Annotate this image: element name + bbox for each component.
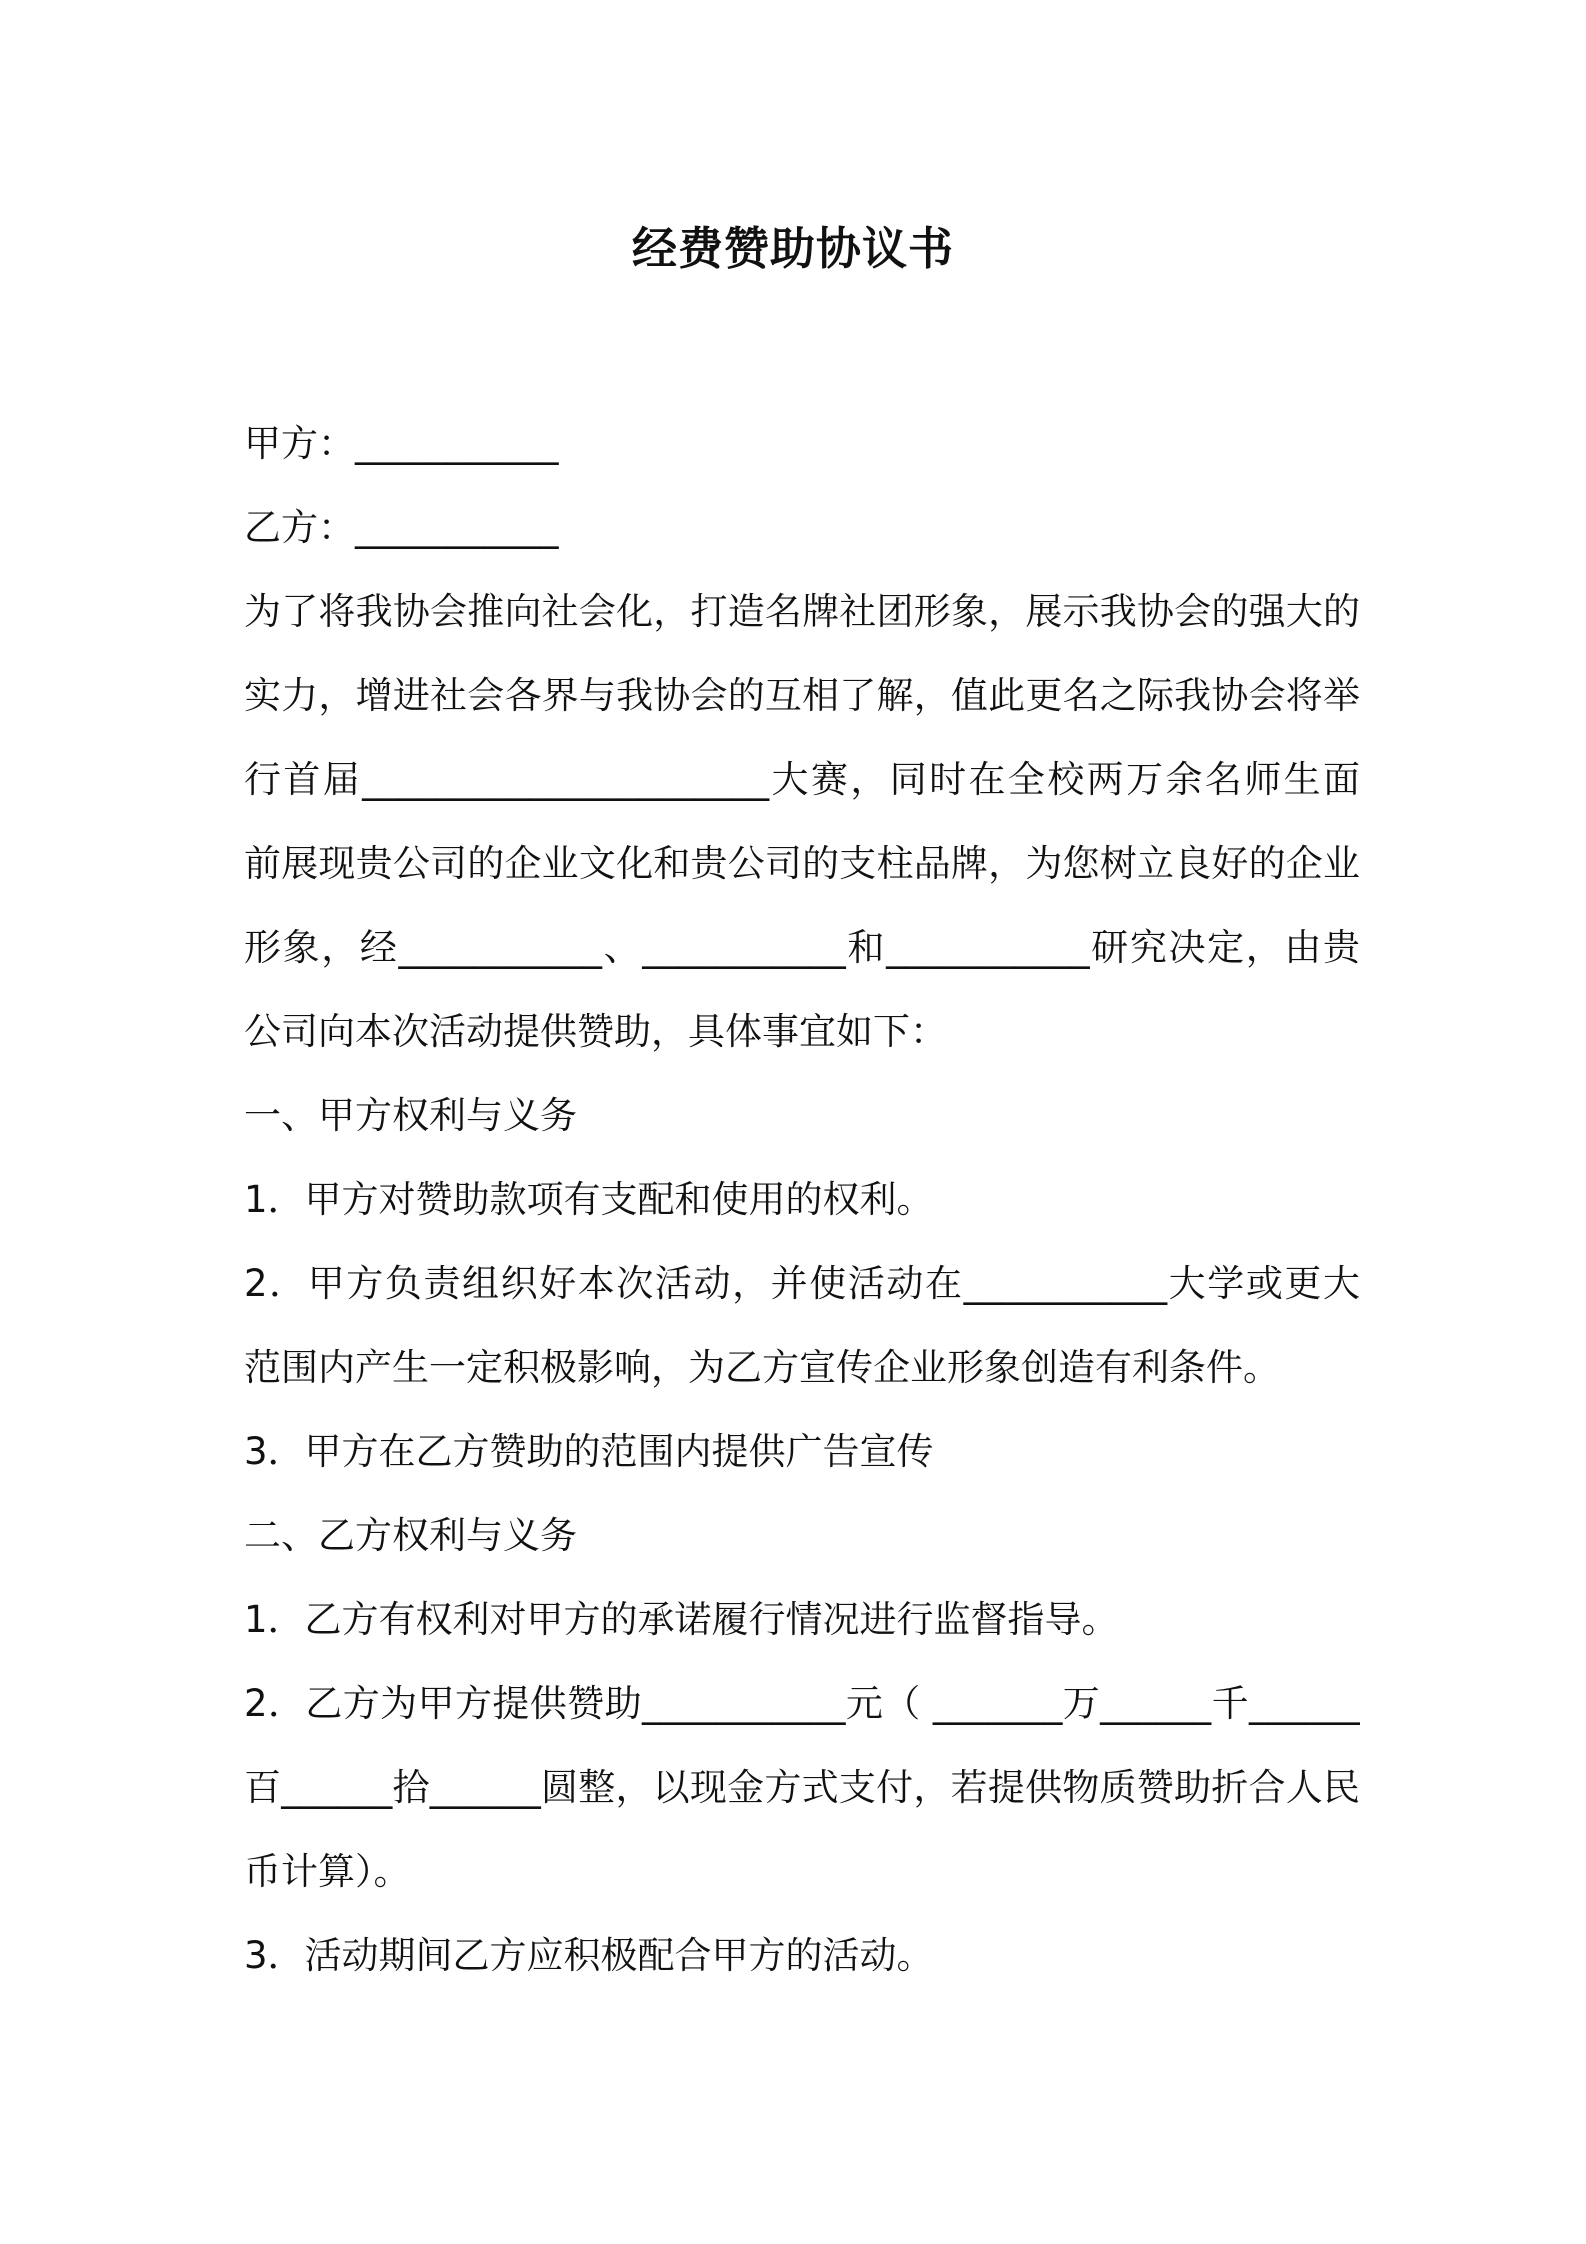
party-b-clause-1: 1．乙方有权利对甲方的承诺履行情况进行监督指导。 (244, 1598, 1119, 1641)
intro-line-3: 行首届______________________大赛，同时在全校两万余名师生面 (244, 758, 1360, 801)
party-b-clause-2-line-1: 2．乙方为甲方提供赞助___________元（ _______万______千______ (244, 1682, 1360, 1725)
intro-line-1: 为了将我协会推向社会化，打造名牌社团形象，展示我协会的强大的 (244, 590, 1360, 633)
section-heading-party-a: 一、甲方权利与义务 (244, 1094, 577, 1137)
intro-line-2: 实力，增进社会各界与我协会的互相了解，值此更名之际我协会将举 (244, 674, 1360, 717)
intro-line-6: 公司向本次活动提供赞助，具体事宜如下： (244, 1010, 947, 1053)
section-heading-party-b: 二、乙方权利与义务 (244, 1514, 577, 1557)
party-b-clause-2-line-2: 百______拾______圆整，以现金方式支付，若提供物质赞助折合人民 (244, 1766, 1360, 1809)
intro-line-5: 形象，经___________、___________和___________研究决定，由贵 (244, 926, 1360, 969)
party-b-line: 乙方：___________ (244, 506, 559, 549)
party-a-clause-2-line-2: 范围内产生一定积极影响，为乙方宣传企业形象创造有利条件。 (244, 1346, 1280, 1389)
party-a-clause-1: 1．甲方对赞助款项有支配和使用的权利。 (244, 1178, 934, 1221)
party-a-clause-3: 3．甲方在乙方赞助的范围内提供广告宣传 (244, 1430, 934, 1473)
party-a-clause-2-line-1: 2．甲方负责组织好本次活动，并使活动在___________大学或更大 (244, 1262, 1360, 1305)
intro-line-4: 前展现贵公司的企业文化和贵公司的支柱品牌，为您树立良好的企业 (244, 842, 1360, 885)
party-b-clause-2-line-3: 币计算）。 (244, 1850, 411, 1893)
document-title: 经费赞助协议书 (631, 222, 954, 275)
party-b-clause-3: 3．活动期间乙方应积极配合甲方的活动。 (244, 1934, 934, 1977)
document-body (244, 402, 1360, 1998)
party-a-line: 甲方：___________ (244, 422, 559, 465)
